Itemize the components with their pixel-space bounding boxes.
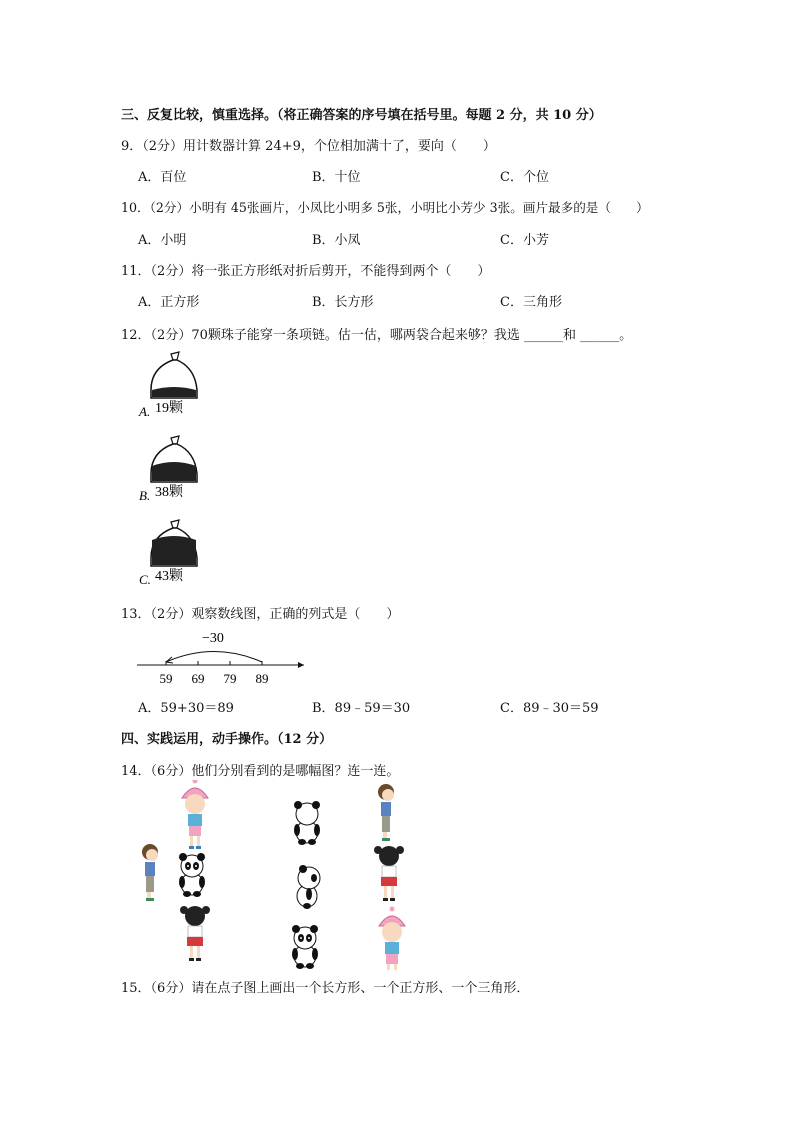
q11-option-a[interactable]: A．正方形: [138, 295, 200, 310]
q9-option-b[interactable]: B．十位: [312, 170, 361, 185]
number-line-arc: [166, 652, 262, 663]
bag-a-count: 19颗: [155, 401, 183, 416]
tick-label-89: 89: [255, 671, 269, 686]
q14-text: 14．（6分）他们分别看到的是哪幅图？连一连。: [121, 764, 400, 779]
tick-label-79: 79: [223, 671, 237, 686]
girl-observer-icon[interactable]: [374, 846, 404, 901]
q11-text: 11．（2分）将一张正方形纸对折后剪开，不能得到两个（ ）: [121, 264, 491, 279]
bag-c-letter: C.: [139, 572, 151, 587]
girl-black-hair-icon[interactable]: [180, 906, 210, 961]
bead-bag-a[interactable]: [138, 352, 197, 419]
q9-option-c[interactable]: C．个位: [500, 170, 549, 185]
number-line-arc-label: −30: [202, 631, 224, 646]
bead-bags-figure: [135, 348, 215, 598]
boy-observer-icon[interactable]: [142, 844, 158, 901]
q10-option-a[interactable]: A．小明: [138, 233, 187, 248]
section4-title: 四、实践运用，动手操作。（12 分）: [121, 732, 333, 747]
q13-option-c[interactable]: C．89﹣30＝59: [500, 701, 599, 716]
axis-arrowhead-icon: [298, 662, 304, 668]
bead-bag-c[interactable]: [139, 520, 197, 587]
number-line-figure: [130, 625, 320, 690]
girl-pink-hat-icon[interactable]: [182, 780, 208, 849]
panda-side-view-icon[interactable]: [297, 865, 320, 909]
panda-front-view-icon[interactable]: [292, 925, 318, 969]
q11-option-b[interactable]: B．长方形: [312, 295, 374, 310]
q10-option-b[interactable]: B．小凤: [312, 233, 361, 248]
bead-bag-b[interactable]: [139, 436, 197, 503]
tick-label-59: 59: [159, 671, 173, 686]
q15-text: 15．（6分）请在点子图上画出一个长方形、一个正方形、一个三角形．: [121, 981, 530, 996]
tick-label-69: 69: [191, 671, 205, 686]
section3-title: 三、反复比较，慎重选择。（将正确答案的序号填在括号里。每题 2 分，共 10 分）: [121, 108, 602, 123]
bag-a-letter: A.: [139, 404, 151, 419]
views-matching-figure: [135, 780, 425, 970]
boy-observer-right-icon[interactable]: [378, 784, 394, 841]
panda-front-icon[interactable]: [179, 853, 205, 897]
girl-pink-observer-icon[interactable]: [379, 907, 405, 971]
q9-option-a[interactable]: A．百位: [138, 170, 187, 185]
q10-text: 10．（2分）小明有 45张画片，小凤比小明多 5张，小明比小芳少 3张。画片最多的是（ ）: [121, 200, 649, 215]
bag-b-count: 38颗: [155, 485, 183, 500]
q13-option-a[interactable]: A．59+30＝89: [138, 701, 234, 716]
panda-back-view-icon[interactable]: [294, 801, 320, 845]
bag-c-count: 43颗: [155, 569, 183, 584]
q12-text: 12．（2分）70颗珠子能穿一条项链。估一估，哪两袋合起来够？我选 ______和 ______。: [121, 328, 633, 343]
q9-text: 9．（2分）用计数器计算 24+9，个位相加满十了，要向（ ）: [121, 139, 496, 154]
q10-option-c[interactable]: C．小芳: [500, 233, 549, 248]
q11-option-c[interactable]: C．三角形: [500, 295, 562, 310]
q13-option-b[interactable]: B．89﹣59＝30: [312, 701, 411, 716]
q13-text: 13．（2分）观察数线图，正确的列式是（ ）: [121, 607, 400, 622]
bag-b-letter: B.: [139, 488, 151, 503]
